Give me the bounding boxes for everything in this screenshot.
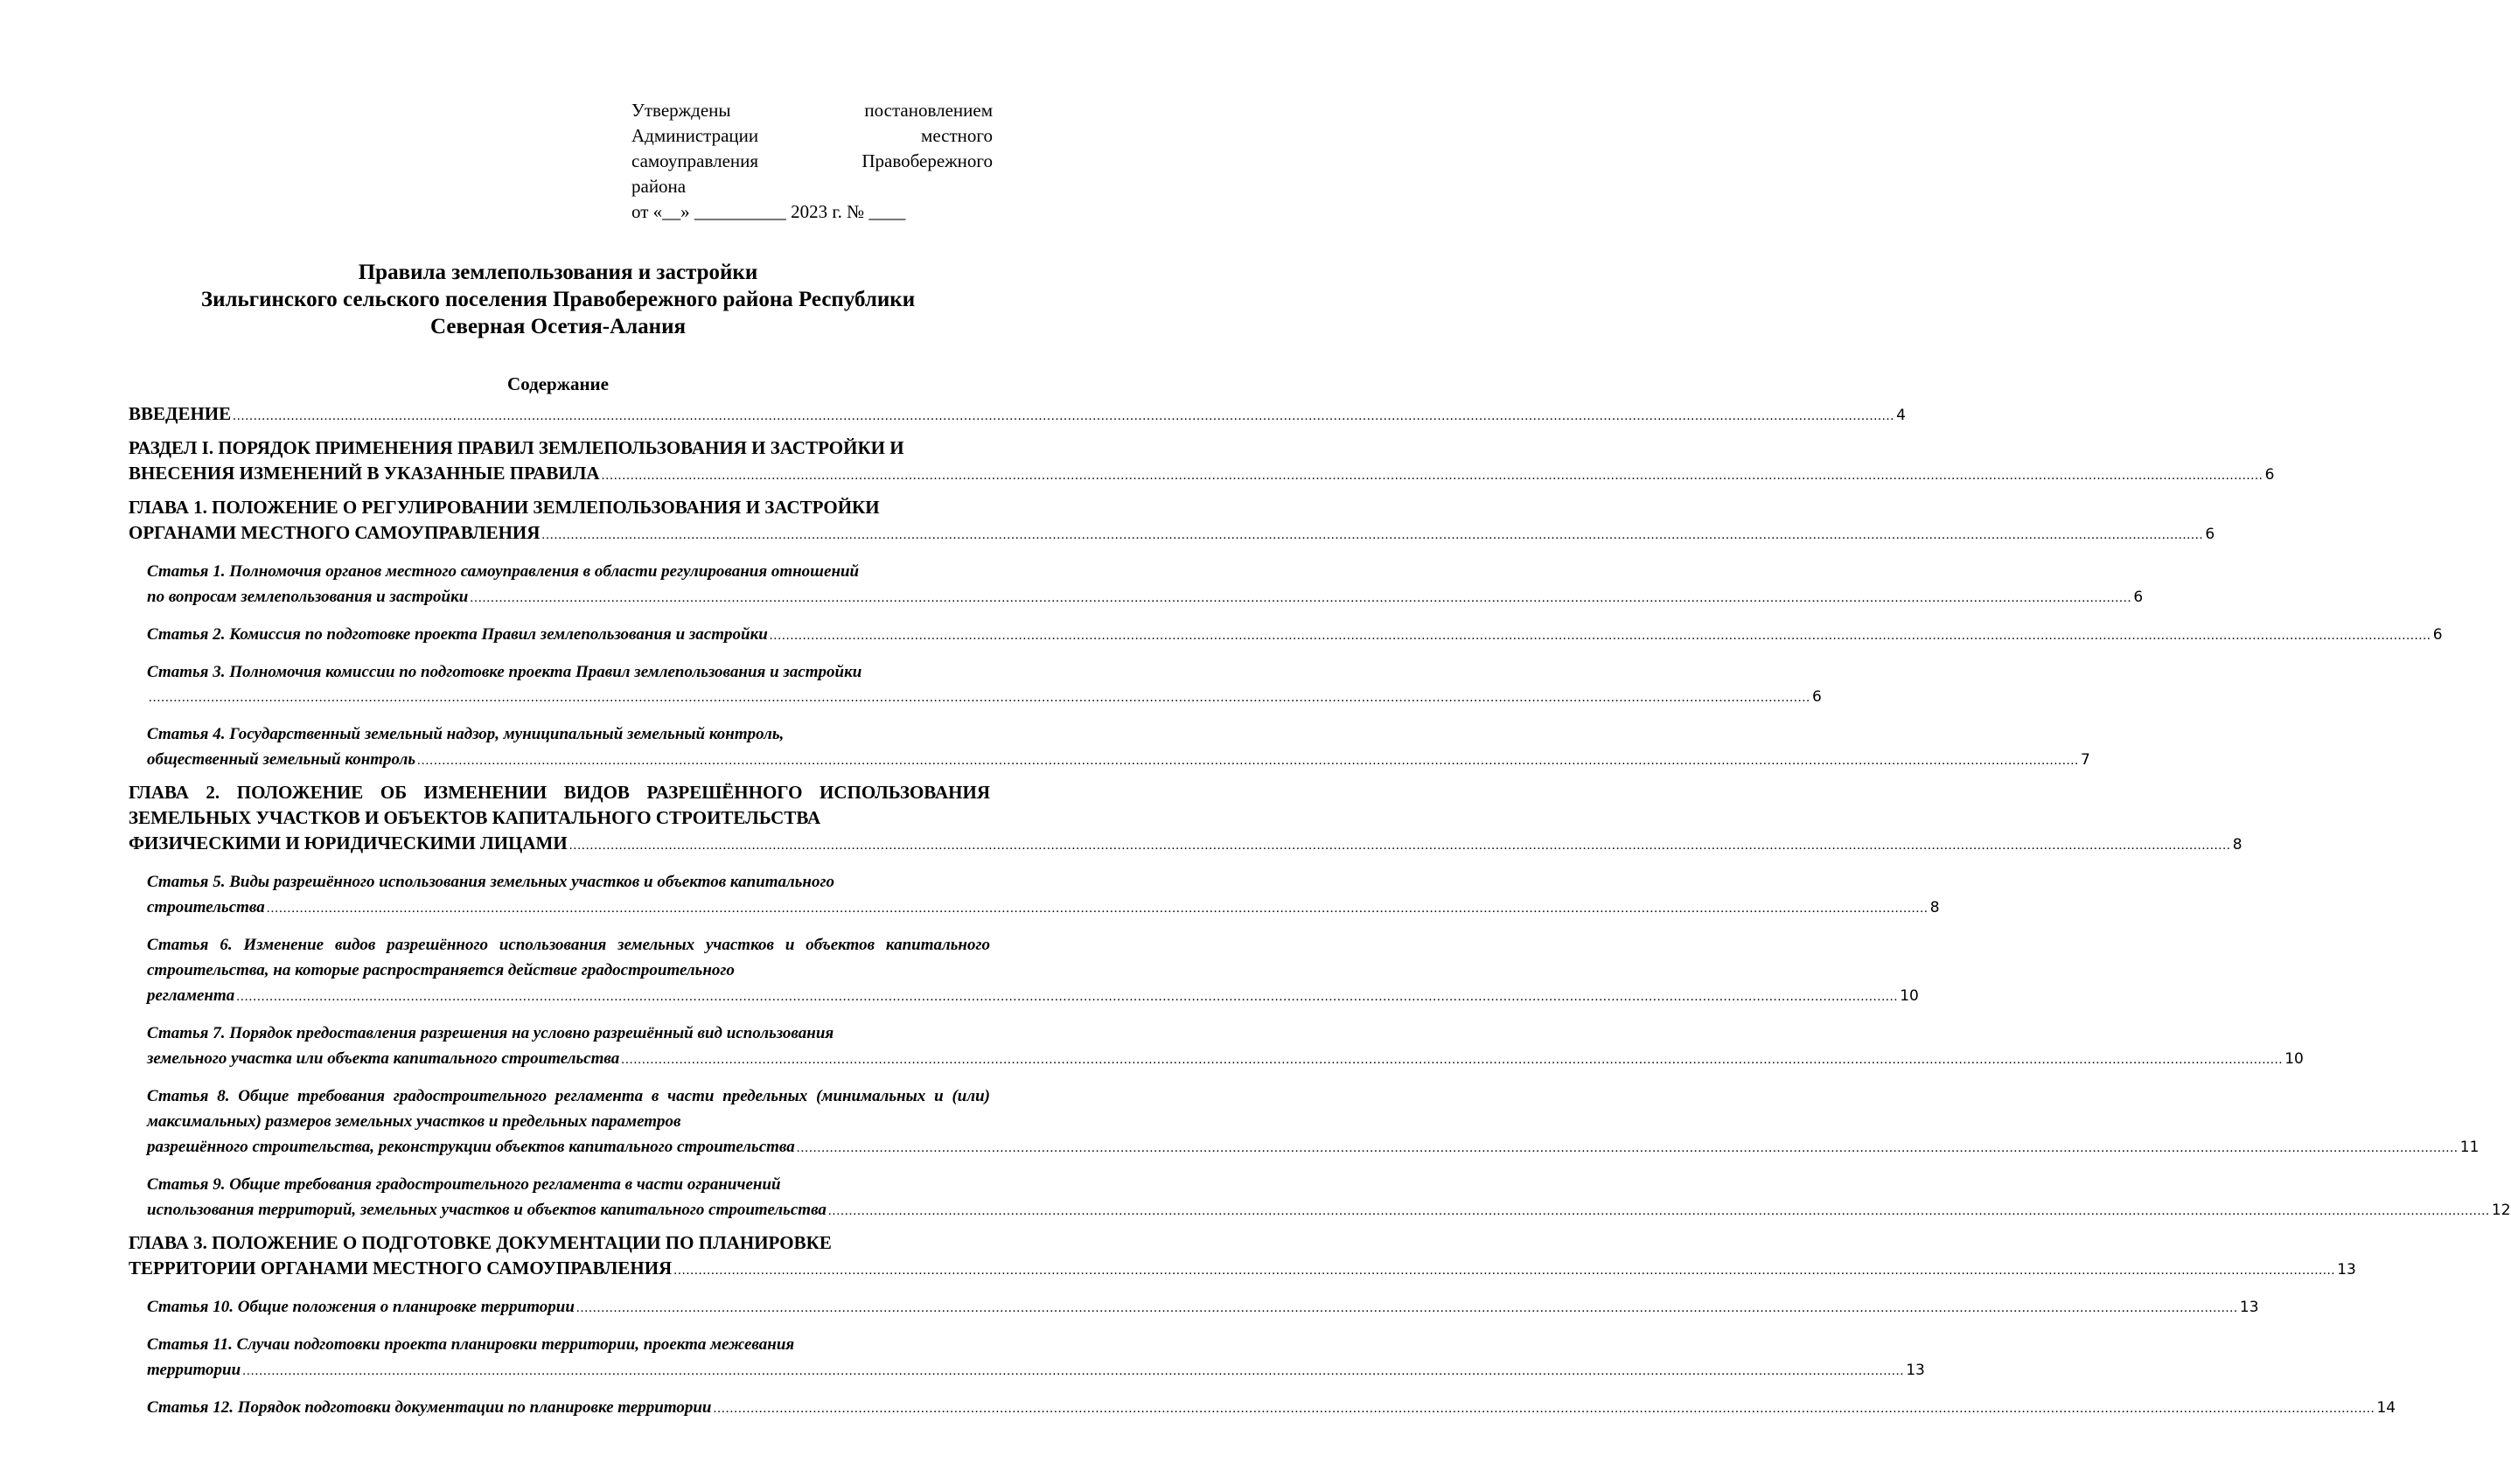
toc-entry-text: Статья 10. Общие положения о планировке территории: [147, 1298, 575, 1316]
toc-entry-last-line: [147, 1357, 1925, 1384]
toc-entry-text: Статья 12. Порядок подготовки документации по планировке территории: [147, 1398, 712, 1417]
toc-entry-last-line: [147, 1046, 2304, 1073]
toc-page-number: 8: [2232, 836, 2242, 853]
toc-entry[interactable]: [129, 1172, 2511, 1224]
toc-entry[interactable]: [129, 869, 1940, 922]
toc-entry-text: ВНЕСЕНИЯ ИЗМЕНЕНИЙ В УКАЗАННЫЕ ПРАВИЛА: [129, 463, 600, 484]
approval-block: [631, 98, 993, 225]
toc-page-number: 14: [2376, 1399, 2396, 1417]
toc-entry-text: РАЗДЕЛ I. ПОРЯДОК ПРИМЕНЕНИЯ ПРАВИЛ ЗЕМЛЕПОЛЬЗОВАНИЯ И ЗАСТРОЙКИ И: [129, 437, 904, 458]
toc-dot-leader: ................................................................................................................................................................................................................................................................................................................................................................................................................: [236, 990, 1899, 1004]
toc-entry-text: Статья 2. Комиссия по подготовке проекта Правил землепользования и застройки: [147, 625, 768, 644]
toc-dot-leader: ................................................................................................................................................................................................................................................................................................................................................................................................................: [242, 1364, 1905, 1378]
toc-entry[interactable]: [129, 1021, 2304, 1073]
approval-date-line: от «__» __________ 2023 г. № ____: [631, 201, 906, 222]
toc-dot-leader: ................................................................................................................................................................................................................................................................................................................................................................................................................: [575, 1301, 2238, 1315]
approval-word: Правобережного: [861, 150, 993, 171]
toc-dot-leader: ................................................................................................................................................................................................................................................................................................................................................................................................................: [266, 902, 1929, 916]
toc-dot-leader: ................................................................................................................................................................................................................................................................................................................................................................................................................: [470, 591, 2132, 605]
toc-entry[interactable]: [129, 435, 2275, 489]
toc-entry-text: Статья 9. Общие требования градостроительного регламента в части ограничений: [147, 1175, 781, 1194]
toc-entry-last-line: [147, 685, 1822, 711]
toc-entry-text: разрешённого строительства, реконструкции объектов капитального строительства: [147, 1138, 795, 1156]
toc-entry-last-line: [129, 401, 1906, 429]
toc-entry-last-line: [129, 461, 2275, 489]
toc-entry-last-line: [147, 895, 1940, 922]
toc-entry-last-line: [147, 1294, 2259, 1321]
toc-page-number: 7: [2081, 751, 2090, 769]
toc-dot-leader: ................................................................................................................................................................................................................................................................................................................................................................................................................: [601, 469, 2263, 483]
toc-page-number: 12: [2491, 1202, 2511, 1219]
toc-entry-text: регламента: [147, 986, 235, 1005]
toc-entry-text: Статья 5. Виды разрешённого использования земельных участков и объектов капитального: [147, 873, 834, 891]
toc-entry-text: общественный земельный контроль: [147, 750, 416, 769]
toc-entry-text: Статья 6. Изменение видов разрешённого использования земельных участков и объектов капитального строительства, на которые распространяется действие градостроительного: [147, 936, 990, 979]
toc-entry[interactable]: [129, 495, 2215, 548]
approval-line-2: [631, 123, 993, 149]
toc-page-number: 6: [1812, 688, 1822, 706]
approval-line-3: [631, 149, 993, 174]
toc-entry-text: Статья 3. Полномочия комиссии по подготовке проекта Правил землепользования и застройки: [147, 663, 862, 681]
toc-entry-text: Статья 11. Случаи подготовки проекта планировки территории, проекта межевания: [147, 1335, 795, 1354]
toc-entry[interactable]: [129, 401, 1906, 429]
document-title: [122, 259, 994, 340]
toc-entry-text: Статья 1. Полномочия органов местного самоуправления в области регулирования отношений: [147, 562, 860, 581]
toc-entry[interactable]: [129, 622, 2443, 649]
toc-entry-text: территории: [147, 1361, 241, 1379]
toc-entry-last-line: [147, 1134, 2480, 1161]
toc-entry[interactable]: [129, 1395, 2396, 1422]
toc-entry-last-line: [147, 747, 2090, 774]
toc-entry-last-line: [129, 831, 2242, 859]
toc-entry[interactable]: [129, 1294, 2259, 1321]
toc-page-number: 13: [2239, 1299, 2259, 1316]
toc-entry-text: по вопросам землепользования и застройки: [147, 588, 469, 606]
toc-page-number: 8: [1929, 899, 1940, 916]
toc-entry[interactable]: [129, 1332, 1925, 1384]
toc-dot-leader: ................................................................................................................................................................................................................................................................................................................................................................................................................: [541, 528, 2204, 542]
toc-page-number: 6: [2133, 589, 2144, 606]
toc-entry[interactable]: [129, 1230, 2356, 1284]
title-line-3: Северная Осетия-Алания: [429, 315, 687, 338]
toc-page-number: 4: [1896, 407, 1906, 424]
toc-entry-text: Статья 4. Государственный земельный надзор, муниципальный земельный контроль,: [147, 725, 785, 743]
toc-page-number: 13: [2337, 1261, 2356, 1278]
toc-dot-leader: ................................................................................................................................................................................................................................................................................................................................................................................................................: [827, 1204, 2490, 1218]
toc-entry-last-line: [147, 622, 2443, 649]
toc-entry[interactable]: [129, 721, 2090, 774]
toc-entry-last-line: [147, 584, 2144, 611]
toc-entry[interactable]: [129, 780, 2242, 859]
toc-dot-leader: ................................................................................................................................................................................................................................................................................................................................................................................................................: [568, 839, 2231, 853]
toc-entry[interactable]: [129, 1083, 2480, 1161]
toc-entry-text: использования территорий, земельных участков и объектов капитального строительства: [147, 1201, 827, 1219]
toc-entry[interactable]: [129, 659, 1822, 711]
toc-page-number: 13: [1906, 1362, 1925, 1379]
toc-page-number: 10: [2284, 1050, 2304, 1068]
toc-entry-last-line: [147, 1197, 2511, 1224]
toc-entry-text: ГЛАВА 2. ПОЛОЖЕНИЕ ОБ ИЗМЕНЕНИИ ВИДОВ РАЗРЕШЁННОГО ИСПОЛЬЗОВАНИЯ ЗЕМЕЛЬНЫХ УЧАСТКОВ И ОБЪЕКТОВ КАПИТАЛЬНОГО СТРОИТЕЛЬСТВА: [129, 782, 990, 828]
toc-page-number: 11: [2459, 1139, 2480, 1156]
toc-entry[interactable]: [129, 932, 1919, 1010]
contents-heading: Содержание: [507, 373, 609, 394]
toc-dot-leader: ................................................................................................................................................................................................................................................................................................................................................................................................................: [673, 1264, 2336, 1278]
toc-dot-leader: ................................................................................................................................................................................................................................................................................................................................................................................................................: [713, 1402, 2375, 1416]
toc-entry-last-line: [147, 1395, 2396, 1422]
table-of-contents: [129, 401, 2511, 1422]
approval-line-1: [631, 98, 993, 123]
toc-dot-leader: ................................................................................................................................................................................................................................................................................................................................................................................................................: [233, 409, 1895, 423]
toc-dot-leader: ................................................................................................................................................................................................................................................................................................................................................................................................................: [417, 754, 2080, 768]
toc-entry-text: земельного участка или объекта капитального строительства: [147, 1049, 620, 1068]
toc-entry-text: ГЛАВА 3. ПОЛОЖЕНИЕ О ПОДГОТОВКЕ ДОКУМЕНТАЦИИ ПО ПЛАНИРОВКЕ: [129, 1232, 832, 1253]
toc-entry[interactable]: [129, 559, 2144, 611]
toc-entry-last-line: [147, 983, 1919, 1010]
approval-line-4: района: [631, 176, 687, 197]
toc-entry-text: Статья 7. Порядок предоставления разрешения на условно разрешённый вид использования: [147, 1024, 834, 1042]
toc-entry-text: ВВЕДЕНИЕ: [129, 403, 232, 424]
toc-page-number: 6: [2432, 626, 2443, 644]
toc-page-number: 10: [1900, 987, 1919, 1005]
toc-entry-text: ОРГАНАМИ МЕСТНОГО САМОУПРАВЛЕНИЯ: [129, 522, 541, 543]
approval-word: Утверждены: [631, 100, 731, 121]
approval-word: местного: [921, 125, 993, 146]
toc-page-number: 6: [2264, 466, 2275, 484]
toc-dot-leader: ................................................................................................................................................................................................................................................................................................................................................................................................................: [149, 691, 1810, 705]
toc-dot-leader: ................................................................................................................................................................................................................................................................................................................................................................................................................: [796, 1141, 2459, 1155]
approval-word: Администрации: [631, 125, 759, 146]
title-line-2: Зильгинского сельского поселения Правобережного района Республики: [200, 288, 916, 311]
toc-entry-last-line: [129, 1256, 2356, 1284]
title-line-1: Правила землепользования и застройки: [358, 261, 758, 284]
approval-word: постановлением: [864, 100, 993, 121]
toc-page-number: 6: [2205, 526, 2215, 543]
toc-entry-last-line: [129, 520, 2215, 548]
toc-dot-leader: ................................................................................................................................................................................................................................................................................................................................................................................................................: [621, 1053, 2284, 1067]
toc-entry-text: Статья 8. Общие требования градостроительного регламента в части предельных (минимальных и (или) максимальных) размеров земельных участков и предельных параметров: [147, 1087, 990, 1131]
toc-entry-text: строительства: [147, 898, 265, 916]
toc-entry-text: ТЕРРИТОРИИ ОРГАНАМИ МЕСТНОГО САМОУПРАВЛЕНИЯ: [129, 1258, 673, 1278]
toc-dot-leader: ................................................................................................................................................................................................................................................................................................................................................................................................................: [769, 629, 2431, 643]
toc-entry-text: ФИЗИЧЕСКИМИ И ЮРИДИЧЕСКИМИ ЛИЦАМИ: [129, 833, 568, 853]
toc-entry-text: ГЛАВА 1. ПОЛОЖЕНИЕ О РЕГУЛИРОВАНИИ ЗЕМЛЕПОЛЬЗОВАНИЯ И ЗАСТРОЙКИ: [129, 497, 880, 518]
approval-word: самоуправления: [631, 150, 759, 171]
